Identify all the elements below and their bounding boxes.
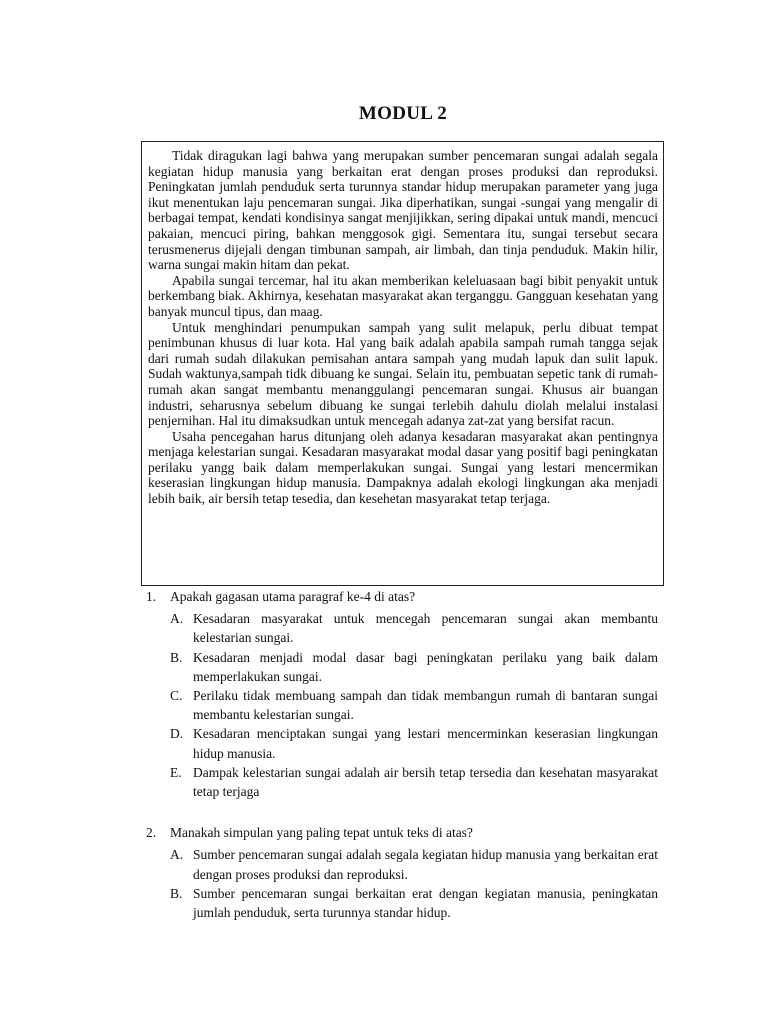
- option-letter: C.: [170, 688, 183, 704]
- option-text: Dampak kelestarian sungai adalah air bersih tetap tersedia dan kesehatan masyarakat tetap terjaga: [193, 764, 658, 800]
- question-stem: [146, 587, 658, 606]
- answer-option-a[interactable]: [170, 609, 658, 647]
- answer-option-d[interactable]: [170, 724, 658, 762]
- answer-option-b[interactable]: [170, 648, 658, 686]
- question-number: 1.: [146, 589, 157, 604]
- option-letter: D.: [170, 726, 184, 742]
- answer-option-a[interactable]: [170, 845, 658, 883]
- passage-paragraph-4: Usaha pencegahan harus ditunjang oleh adanya kesadaran masyarakat akan pentingnya menjaga kelestarian sungai. Kesadaran masyarakat modal dasar yang positif bagi peningkatan perilaku yangg baik dalam memperlakukan sungai. Sungai yang lestari mencermikan keserasian lingkungan hidup manusia. Dampaknya adalah ekologi lingkungan aka menjadi lebih baik, air bersih tetap tesedia, dan kesehetan masyarakat tetap terjaga.: [148, 428, 658, 507]
- option-text: Kesadaran menjadi modal dasar bagi peningkatan perilaku yang baik dalam memperlakukan sungai.: [193, 649, 658, 684]
- question-stem: [146, 823, 658, 842]
- question-spacer: [146, 801, 658, 823]
- page-title: MODUL 2: [358, 103, 448, 124]
- option-text: Sumber pencemaran sungai adalah segala kegiatan hidup manusia yang berkaitan erat dengan proses produksi dan reproduksi.: [193, 847, 658, 882]
- question-2: [146, 823, 658, 922]
- option-letter: B.: [170, 885, 183, 901]
- passage-paragraph-3: Untuk menghindari penumpukan sampah yang sulit melapuk, perlu dibuat tempat penimbunan khusus di luar kota. Hal yang baik adalah apabila sampah rumah tangga sejak dari rumah sudah dilakukan pemisahan antara sampah yang mudah lapuk dan sulit lapuk. Sudah waktunya,sampah tidk dibuang ke sungai. Selain itu, pembuatan sepetic tank di rumah-rumah akan sangat membantu menanggulangi pencemaran sungai. Khusus air buangan industri, seharusnya sebelum dibuang ke sungai terlebih dahulu diolah melalui instalasi penjernihan. Hal itu dimaksudkan untuk mencegah adanya zat-zat yang bersifat racun.: [148, 319, 658, 429]
- passage-paragraph-1: Tidak diragukan lagi bahwa yang merupakan sumber pencemaran sungai adalah segala kegiatan hidup manusia yang berkaitan erat dengan proses produksi dan reproduksi. Peningkatan jumlah penduduk serta turunnya standar hidup merupakan parameter yang juga ikut menentukan laju pencemaran sungai. Jika diperhatikan, sungai -sungai yang mengalir di berbagai tempat, kendati kondisinya sangat menjijikkan, sering dipakai untuk mandi, mencuci pakaian, mencuci piring, bahkan menggosok gigi. Sementara itu, sungai tersebut secara terusmenerus dijejali dengan timbunan sampah, air limbah, dan tinja penduduk. Makin hilir, warna sungai makin hitam dan pekat.: [148, 148, 658, 273]
- option-text: Kesadaran masyarakat untuk mencegah pencemaran sungai akan membantu kelestarian sungai.: [193, 611, 658, 646]
- option-letter: E.: [170, 764, 182, 780]
- question-1: [146, 587, 658, 801]
- option-text: Perilaku tidak membuang sampah dan tidak membangun rumah di bantaran sungai membantu kelestarian sungai.: [193, 688, 658, 723]
- question-number: 2.: [146, 825, 157, 841]
- answer-option-b[interactable]: [170, 884, 658, 922]
- option-text: Kesadaran menciptakan sungai yang lestari mencerminkan keserasian lingkungan hidup manusia.: [193, 726, 658, 761]
- question-text: Manakah simpulan yang paling tepat untuk teks di atas?: [170, 825, 473, 841]
- answer-options: [170, 845, 658, 922]
- option-text: Sumber pencemaran sungai berkaitan erat dengan kegiatan manusia, peningkatan jumlah penduduk, serta turunnya standar hidup.: [193, 885, 658, 921]
- answer-option-c[interactable]: [170, 686, 658, 724]
- option-letter: A.: [170, 847, 184, 863]
- option-letter: A.: [170, 611, 184, 627]
- passage-paragraph-2: Apabila sungai tercemar, hal itu akan memberikan keleluasaan bagi bibit penyakit untuk berkembang biak. Akhirnya, kesehatan masyarakat akan terganggu. Gangguan kesehatan yang banyak muncul tipus, dan maag.: [148, 272, 658, 319]
- answer-option-e[interactable]: [170, 763, 658, 801]
- question-list: [146, 587, 658, 922]
- answer-options: [170, 609, 658, 801]
- reading-passage: [141, 141, 664, 586]
- option-letter: B.: [170, 649, 183, 665]
- question-text: Apakah gagasan utama paragraf ke-4 di atas?: [170, 589, 416, 604]
